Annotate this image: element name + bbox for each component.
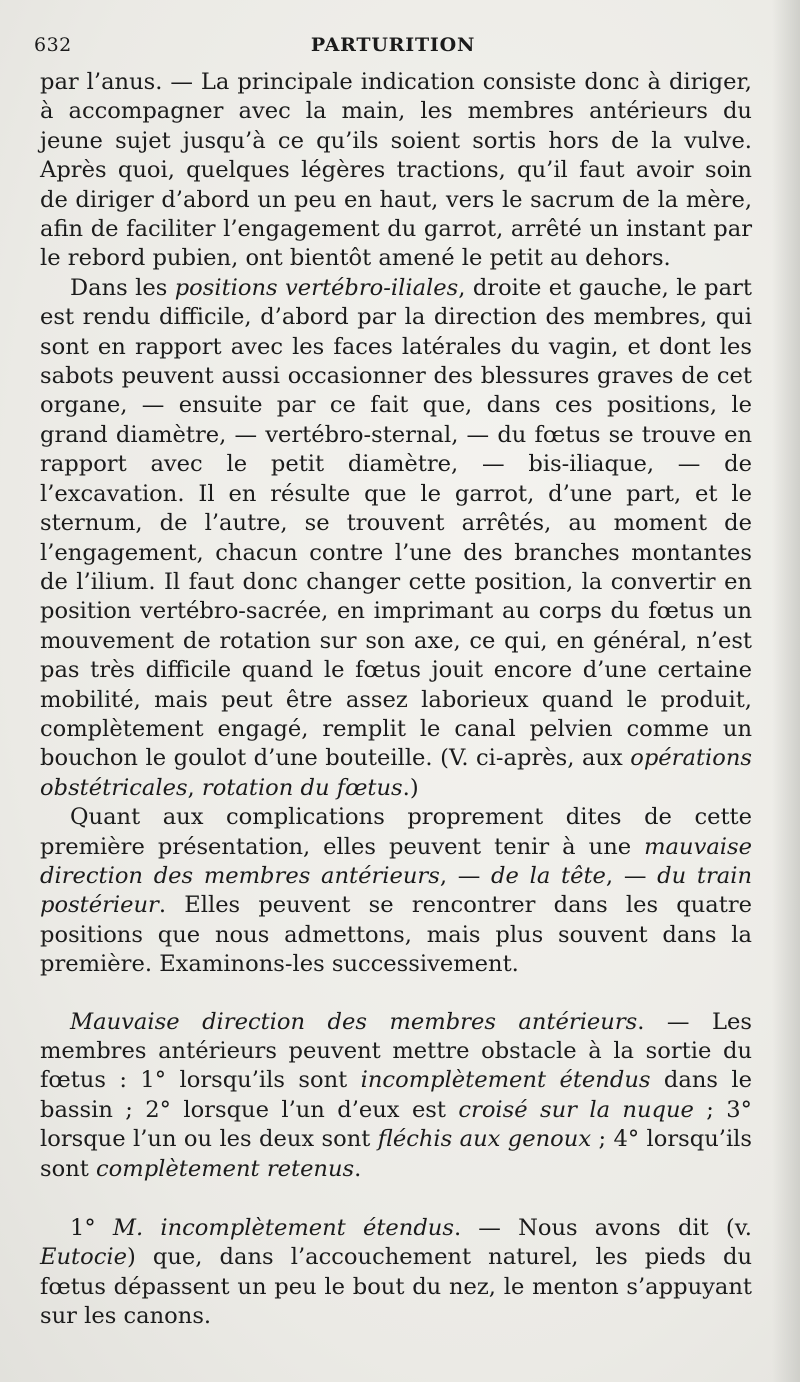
text-run: .)	[402, 774, 419, 801]
section-heading: Mauvaise direction des membres antérieurs	[70, 1008, 638, 1035]
italic-term: du train postérieur	[40, 862, 753, 919]
italic-term: complètement retenus	[96, 1155, 355, 1182]
text-run: Dans les	[70, 274, 175, 301]
paragraph-vertebro-iliales	[40, 274, 752, 803]
paragraph-incompletement-etendus	[40, 1214, 752, 1332]
page-gutter-shadow	[772, 0, 800, 1382]
italic-term: de la tête	[491, 862, 606, 889]
italic-term: mauvaise direction des membres antérieurs	[40, 833, 752, 889]
text-run: ) que, dans l’accouchement naturel, les pieds du fœtus dépassent un peu le bout du nez, le menton s’appuyant sur les canons.	[40, 1244, 752, 1330]
paragraph-text: par l’anus. — La principale indication consiste donc à diriger, à accompagner avec la main, les membres antérieurs du jeune sujet jusqu’à ce qu’ils soient sortis hors de la vulve. Après quoi, quelques légères tractions, qu’il faut avoir soin de diriger d’abord un peu en haut, vers le sacrum de la mère, afin de faciliter l’engagement du garrot, arrêté un instant par le rebord pubien, ont bientôt amené le petit au dehors.	[40, 69, 752, 272]
text-run: Quant aux complications proprement dites de cette première présentation, elles peuvent tenir à une	[40, 804, 752, 860]
italic-term: opérations obstétricales	[40, 745, 752, 801]
text-run: , droite et gauche, le part est rendu difficile, d’abord par la direction des membres, qui sont en rapport avec les faces latérales du vagin, et dont les sabots peuvent aussi occasionner des blessures graves de cet organe, — ensuite par ce fait que, dans ces positions, le grand diamètre, — vertébro-sternal, — du fœtus se trouve en rapport avec le petit diamètre, — bis-iliaque, — de l’excavation. Il en résulte que le garrot, d’une part, et le sternum, de l’autre, se trouvent arrêtés, au moment de l’engagement, chacun contre l’une des branches montantes de l’ilium. Il faut donc changer cette position, la convertir en position vertébro-sacrée, en imprimant au corps du fœtus un mouvement de rotation sur son axe, ce qui, en général, n’est pas très difficile quand le fœtus jouit encore d’une certaine mobilité, mais peut être assez laborieux quand le produit, complètement engagé, remplit le canal pelvien comme un bouchon le goulot d’une bouteille. (V. ci-après, aux	[40, 274, 752, 772]
paragraph-mauvaise-direction	[40, 1008, 752, 1184]
text-run: , —	[605, 862, 658, 889]
italic-term: Eutocie	[40, 1244, 127, 1271]
paragraph-continuation	[40, 68, 752, 274]
section-heading: M. incomplètement étendus	[112, 1215, 454, 1242]
italic-term: incomplètement étendus	[360, 1067, 651, 1094]
text-run: 1°	[70, 1215, 113, 1242]
italic-term: positions vertébro-iliales	[174, 274, 459, 301]
text-run: . — Nous avons dit (v.	[453, 1215, 752, 1242]
text-run: . Elles peuvent se rencontrer dans les quatre positions que nous admettons, mais plus souvent dans la première. Examinons-les successivement.	[40, 892, 752, 978]
italic-term: fléchis aux genoux	[377, 1126, 592, 1153]
text-run: dans le bassin ; 2° lorsque l’un d’eux est	[40, 1067, 753, 1123]
text-run: ; 4° lorsqu’ils sont	[40, 1126, 752, 1182]
italic-term: croisé sur la nuque	[458, 1096, 694, 1123]
text-run: , —	[439, 862, 492, 889]
page-body	[40, 68, 752, 1332]
page-number: 632	[34, 34, 72, 56]
text-run: ; 3° lorsque l’un ou les deux sont	[40, 1096, 752, 1153]
text-run: ,	[187, 774, 202, 801]
page-header	[34, 30, 752, 60]
text-run: . — Les membres antérieurs peuvent mettre obstacle à la sortie du fœtus : 1° lorsqu’ils sont	[40, 1008, 752, 1094]
paragraph-complications	[40, 803, 752, 979]
italic-term: rotation du fœtus	[201, 774, 403, 801]
text-run: .	[354, 1155, 362, 1182]
running-head: PARTURITION	[310, 34, 476, 56]
